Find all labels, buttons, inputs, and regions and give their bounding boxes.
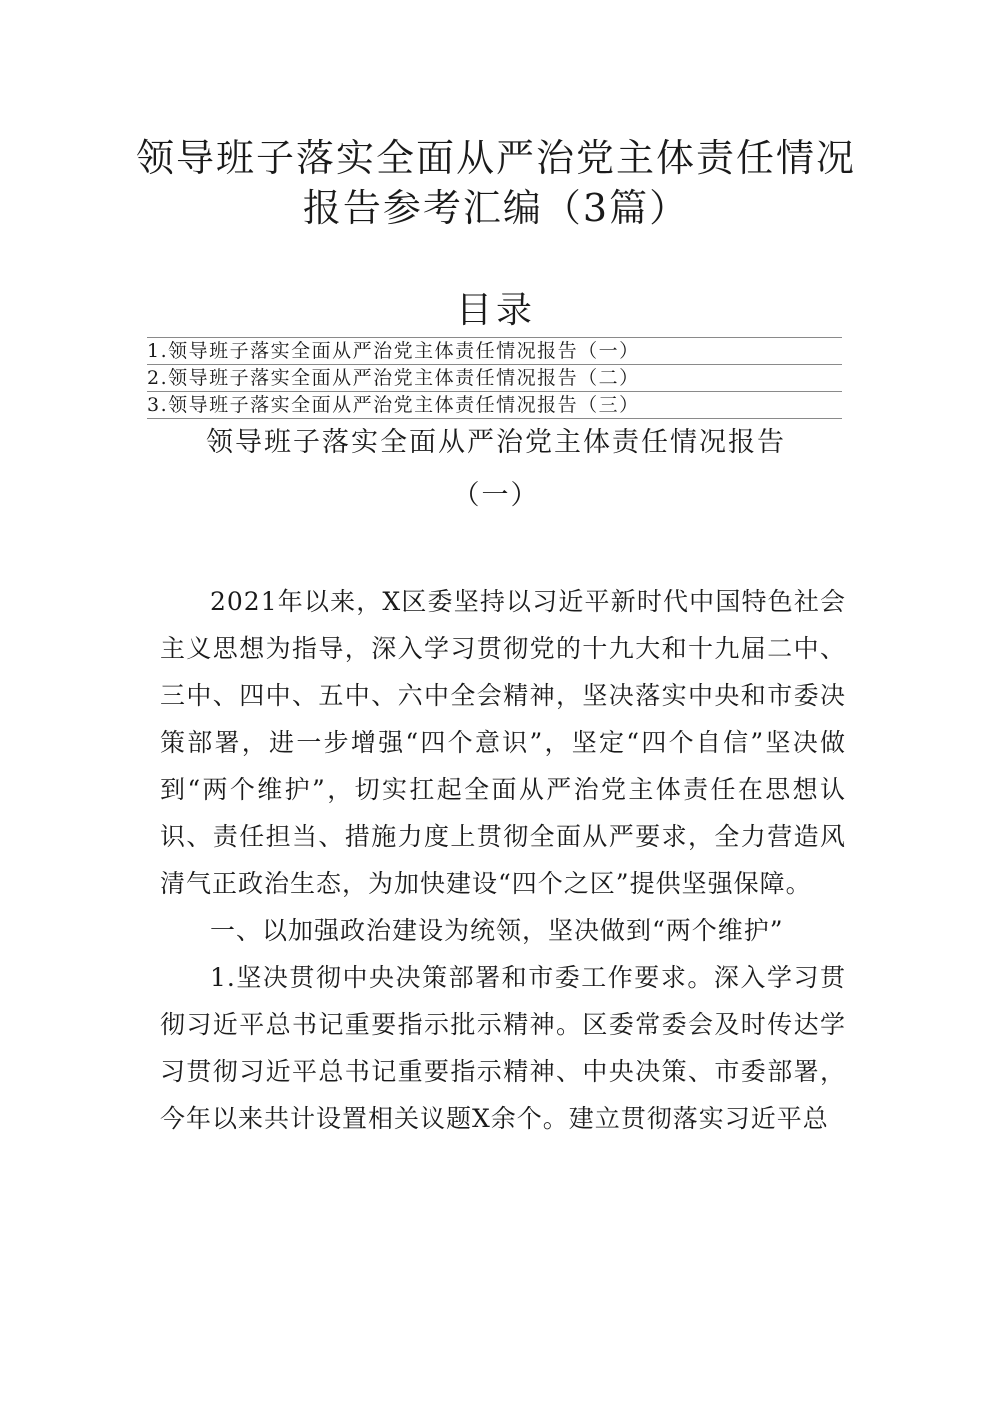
toc-item-2[interactable]: 2.领导班子落实全面从严治党主体责任情况报告（二） <box>147 364 842 391</box>
body-paragraph-point-1: 1.坚决贯彻中央决策部署和市委工作要求。深入学习贯彻习近平总书记重要指示批示精神。区委常委会及时传达学习贯彻习近平总书记重要指示精神、中央决策、市委部署，今年以来共计设置相关议题X余个。建立贯彻落实习近平总 <box>160 963 846 1133</box>
toc-item-1[interactable]: 1.领导班子落实全面从严治党主体责任情况报告（一） <box>147 337 842 364</box>
body-heading-one: 一、以加强政治建设为统领，坚决做到“两个维护” <box>210 916 784 945</box>
document-title-line-1: 领导班子落实全面从严治党主体责任情况 <box>135 136 856 180</box>
toc-heading: 目录 <box>455 290 536 331</box>
body-text <box>160 578 846 1142</box>
toc-item-3[interactable]: 3.领导班子落实全面从严治党主体责任情况报告（三） <box>147 391 842 419</box>
table-of-contents <box>147 337 842 419</box>
section-title-line-1: 领导班子落实全面从严治党主体责任情况报告 <box>206 427 786 458</box>
section-title-line-2: （一） <box>452 480 540 511</box>
document-title-line-2: 报告参考汇编（3篇） <box>302 186 690 230</box>
body-paragraph-intro: 2021年以来，X区委坚持以习近平新时代中国特色社会主义思想为指导，深入学习贯彻党的十九大和十九届二中、三中、四中、五中、六中全会精神，坚决落实中央和市委决策部署，进一步增强“四个意识”，坚定“四个自信”坚决做到“两个维护”，切实扛起全面从严治党主体责任在思想认识、责任担当、措施力度上贯彻全面从严要求，全力营造风清气正政治生态，为加快建设“四个之区”提供坚强保障。 <box>160 587 846 898</box>
